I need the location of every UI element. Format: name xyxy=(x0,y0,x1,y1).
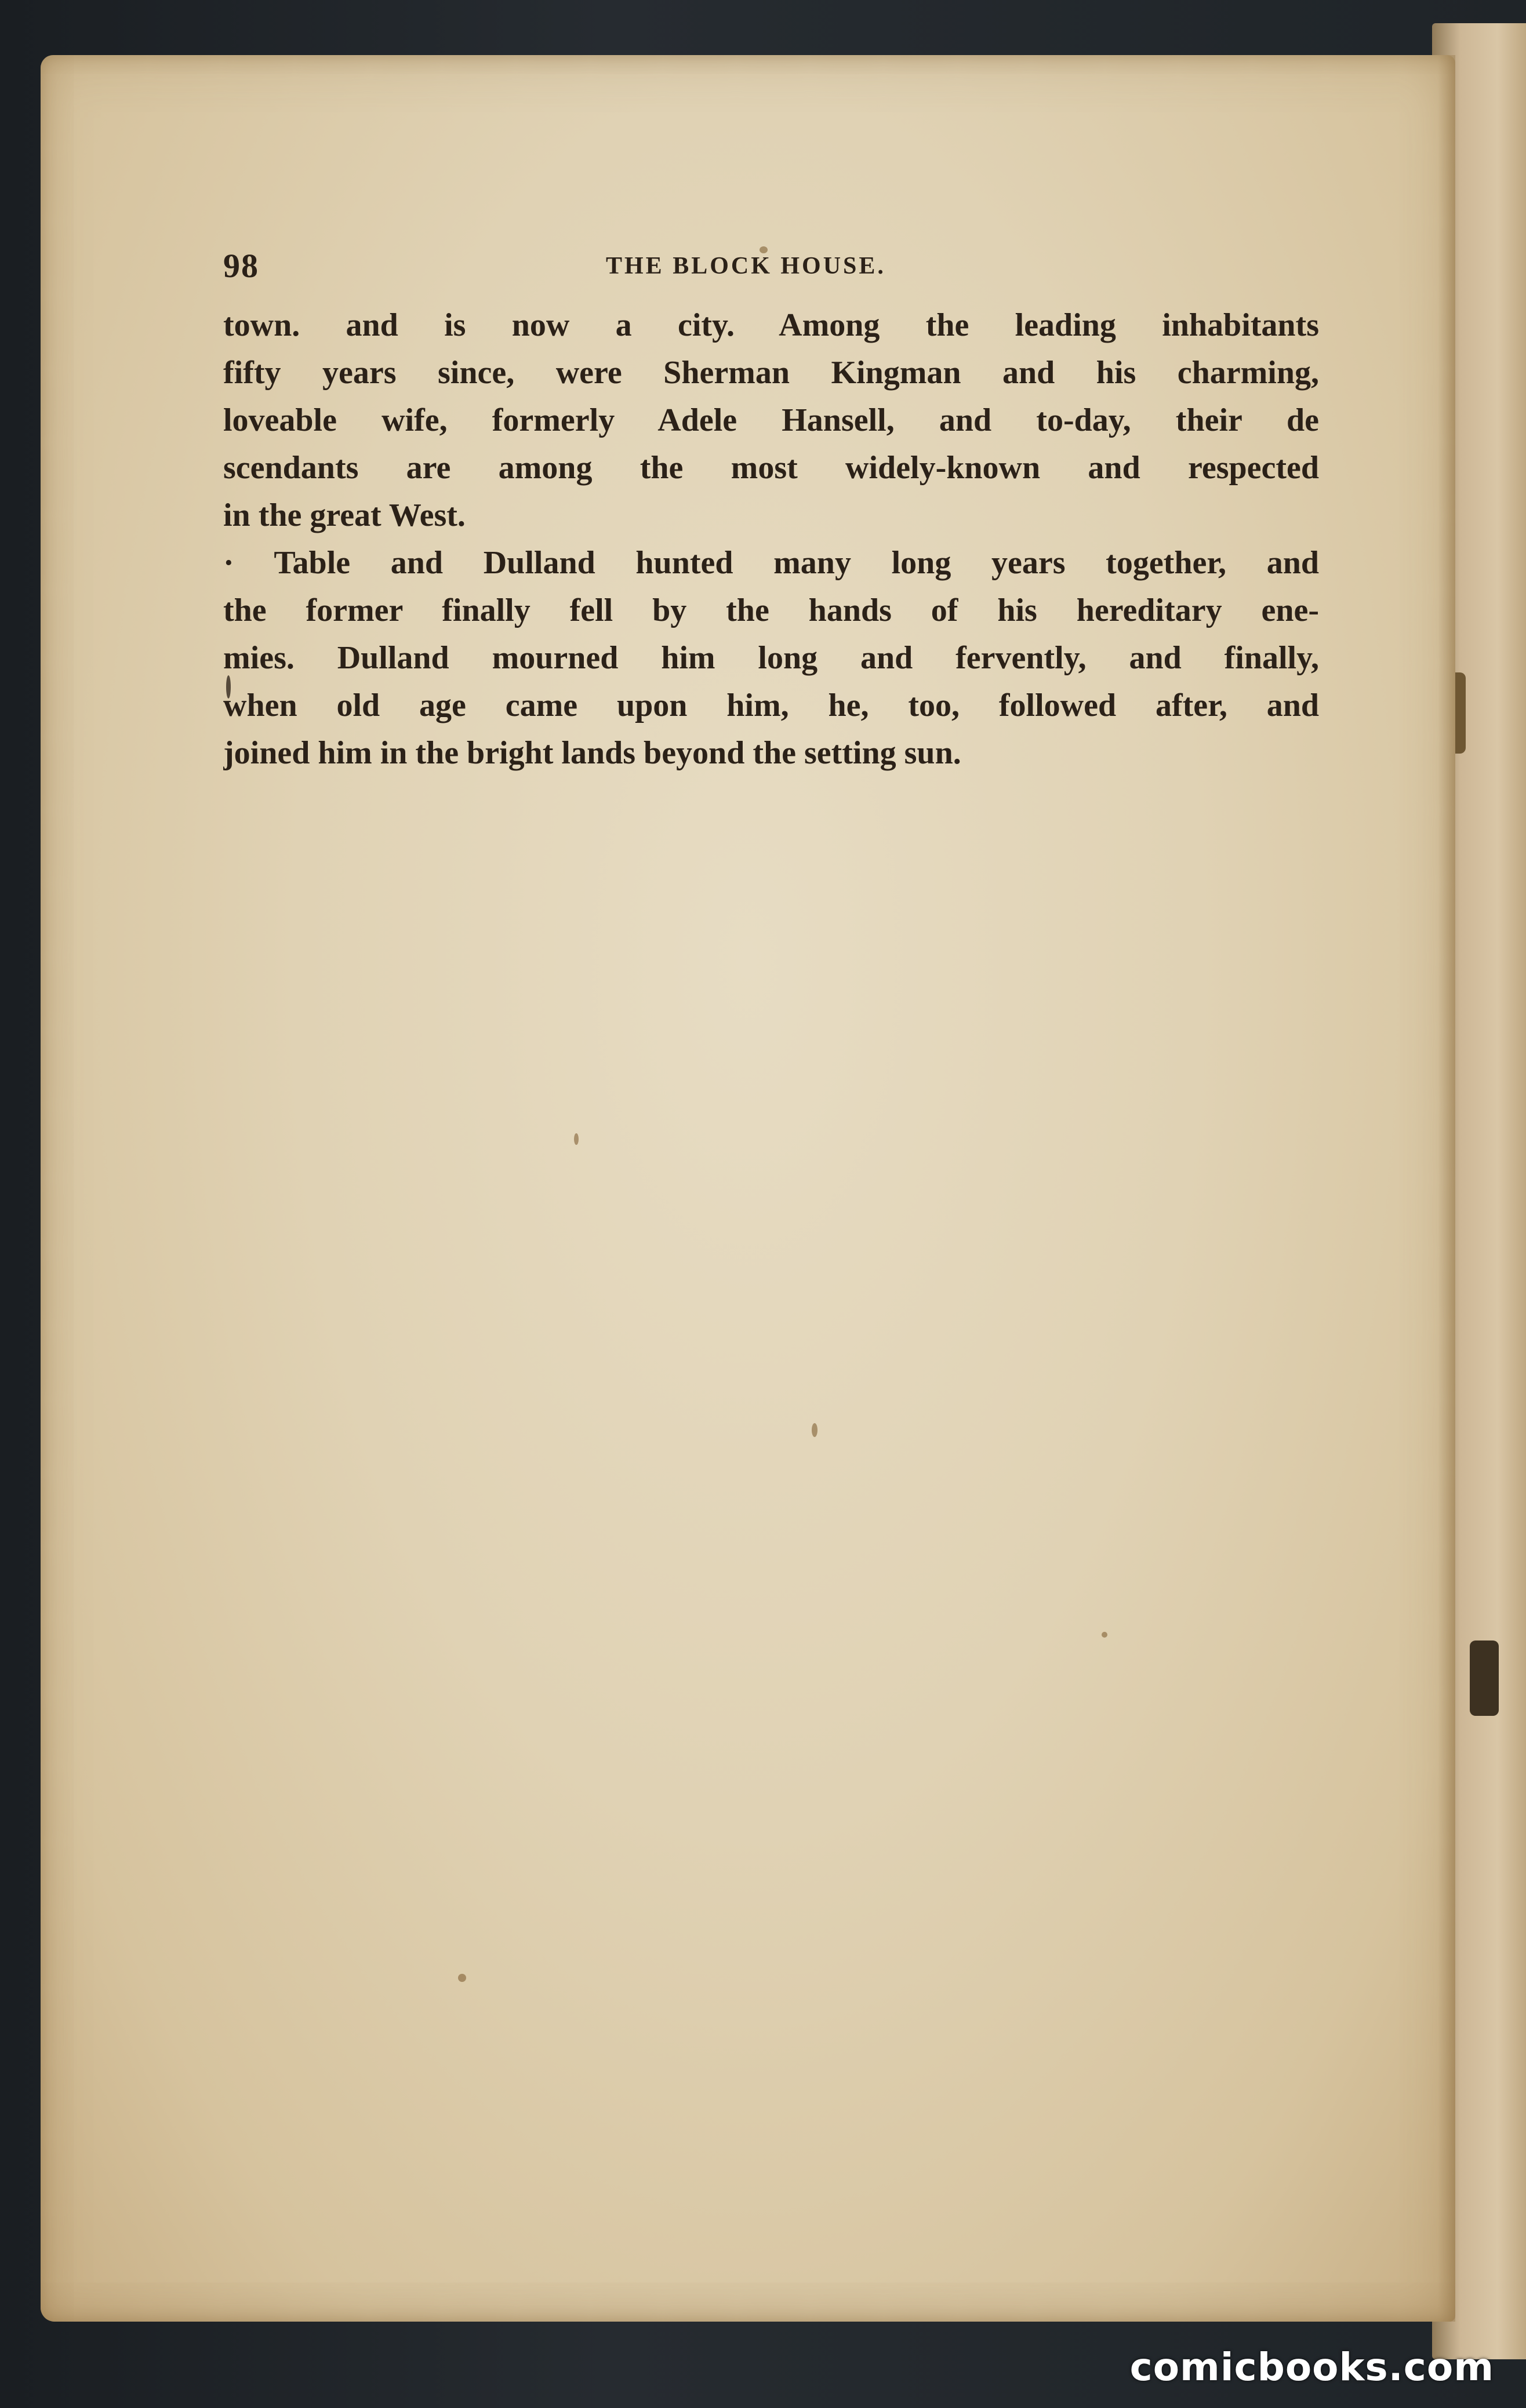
paper-stain xyxy=(458,1974,466,1982)
body-text xyxy=(223,301,1319,777)
text-line: loveable wife, formerly Adele Hansell, and to-day, their de xyxy=(223,402,1319,438)
paper-stain xyxy=(574,1133,579,1145)
page-number: 98 xyxy=(223,247,259,285)
site-watermark: comicbooks.com xyxy=(1129,2345,1494,2389)
text-line: joined him in the bright lands beyond the setting sun. xyxy=(223,735,961,771)
running-head xyxy=(223,246,1319,287)
text-line: town. and is now a city. Among the leading inhabitants xyxy=(223,307,1319,343)
text-line: in the great West. xyxy=(223,497,466,533)
text-line: fifty years since, were Sherman Kingman and his charming, xyxy=(223,355,1319,391)
running-title: THE BLOCK HOUSE. xyxy=(606,253,886,279)
text-line: the former finally fell by the hands of his hereditary ene- xyxy=(223,592,1319,628)
paper-stain xyxy=(1102,1632,1107,1638)
text-line: mies. Dulland mourned him long and fervently, and finally, xyxy=(223,640,1319,676)
text-line: when old age came upon him, he, too, followed after, and xyxy=(223,688,1319,723)
text-line: scendants are among the most widely-known and respected xyxy=(223,450,1319,486)
text-line: · Table and Dulland hunted many long years together, and xyxy=(223,545,1319,581)
paper-stain xyxy=(812,1423,818,1437)
binding-stitch-bottom xyxy=(1470,1641,1499,1716)
page-spine-shadow xyxy=(1438,55,1455,2322)
